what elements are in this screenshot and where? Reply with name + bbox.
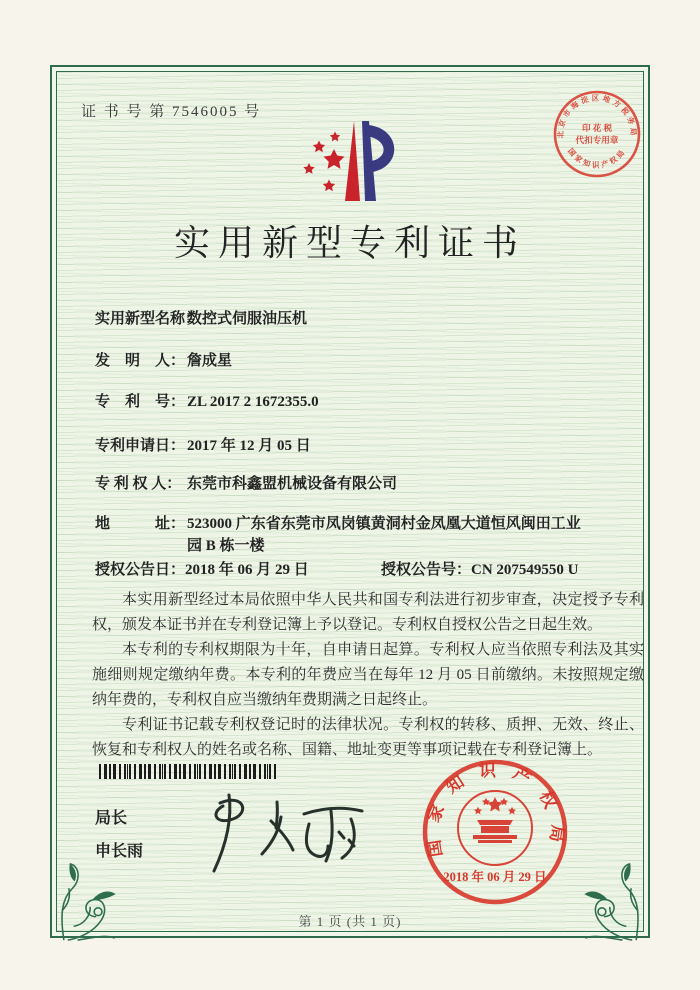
page-footer: 第 1 页 (共 1 页) [298, 914, 402, 929]
national-emblem-icon [458, 791, 532, 865]
certificate-title: 实用新型专利证书 [173, 223, 526, 263]
field-value: 523000 广东省东莞市凤岗镇黄洞村金凤凰大道恒风闽田工业园 B 栋一楼 [187, 516, 581, 554]
field-label: 实用新型名称： [95, 311, 201, 327]
field-label: 专 利 权 人： [95, 476, 182, 492]
director-signature [192, 787, 377, 879]
director-title: 局长 [95, 810, 128, 827]
logo-stars-icon [303, 132, 344, 192]
barcode [99, 764, 277, 779]
certificate-border [50, 65, 650, 938]
field-row-inventor [95, 350, 232, 372]
field-label: 地 址： [95, 516, 186, 532]
field-label: 授权公告号： [381, 562, 472, 578]
seal-ring-text: 国家知识产权局 [422, 761, 568, 859]
field-row-patent-no [95, 391, 319, 413]
sipo-patent-logo [297, 115, 409, 215]
svg-text:国家知识产权局 [422, 761, 567, 858]
field-row-patentee [95, 473, 397, 495]
flourish-bottom-left-icon [58, 856, 146, 944]
stamp-arc-bottom-text: 国家知识产权局 [566, 146, 628, 170]
field-label: 专 利 号： [95, 394, 186, 410]
grant-number [381, 558, 579, 579]
stamp-center-line2: 代扣专用章 [575, 135, 619, 145]
certificate-page [56, 71, 644, 932]
paragraph-grant: 本实用新型经过本局依照中华人民共和国专利法进行初步审查，决定授予专利权，颁发本证书并在专利登记簿上予以登记。专利权自授权公告之日起生效。 [92, 592, 644, 633]
field-value: 东莞市科鑫盟机械设备有限公司 [187, 476, 398, 492]
field-row-address [95, 513, 589, 557]
field-label: 发 明 人： [95, 353, 186, 369]
field-label: 授权公告日： [95, 562, 186, 578]
svg-text:国家知识产权局 [566, 147, 628, 170]
field-value: 2017 年 12 月 05 日 [187, 438, 311, 454]
director-name: 申长雨 [95, 843, 144, 860]
stamp-tax-seal-icon [551, 88, 643, 180]
field-value: 詹成星 [187, 353, 233, 369]
field-row-name [95, 308, 307, 330]
sipo-seal-icon [415, 752, 575, 912]
field-value: 2018 年 06 月 29 日 [185, 562, 309, 578]
certificate-number: 证 书 号 第 7546005 号 [81, 104, 262, 120]
logo-red-wedge-icon [345, 121, 360, 201]
field-row-grant [95, 558, 651, 579]
field-value: 数控式伺服油压机 [187, 311, 308, 327]
logo-blue-p-icon [362, 121, 394, 201]
field-label: 专利申请日： [95, 438, 186, 454]
field-value: ZL 2017 2 1672355.0 [187, 394, 319, 410]
legal-text [92, 588, 644, 763]
flourish-bottom-right-icon [554, 856, 642, 944]
stamp-arc-top-text: 北京市海淀区地方税务局 [555, 93, 639, 139]
seal-date: 2018 年 06 月 29 日 [443, 870, 547, 884]
paragraph-term-fees: 本专利的专利权期限为十年，自申请日起算。专利权人应当依照专利法及其实施细则规定缴纳年费。本专利的年费应当在每年 12 月 05 日前缴纳。未按照规定缴纳年费的，专利权自应当缴纳年费期满之日起终止。 [92, 642, 644, 708]
field-row-filing-date [95, 435, 311, 457]
paragraph-register: 专利证书记载专利权登记时的法律状况。专利权的转移、质押、无效、终止、恢复和专利权人的姓名或名称、国籍、地址变更等事项记载在专利登记簿上。 [92, 717, 644, 758]
field-value: CN 207549550 U [471, 562, 579, 578]
stamp-center-line1: 印 花 税 [581, 123, 613, 133]
